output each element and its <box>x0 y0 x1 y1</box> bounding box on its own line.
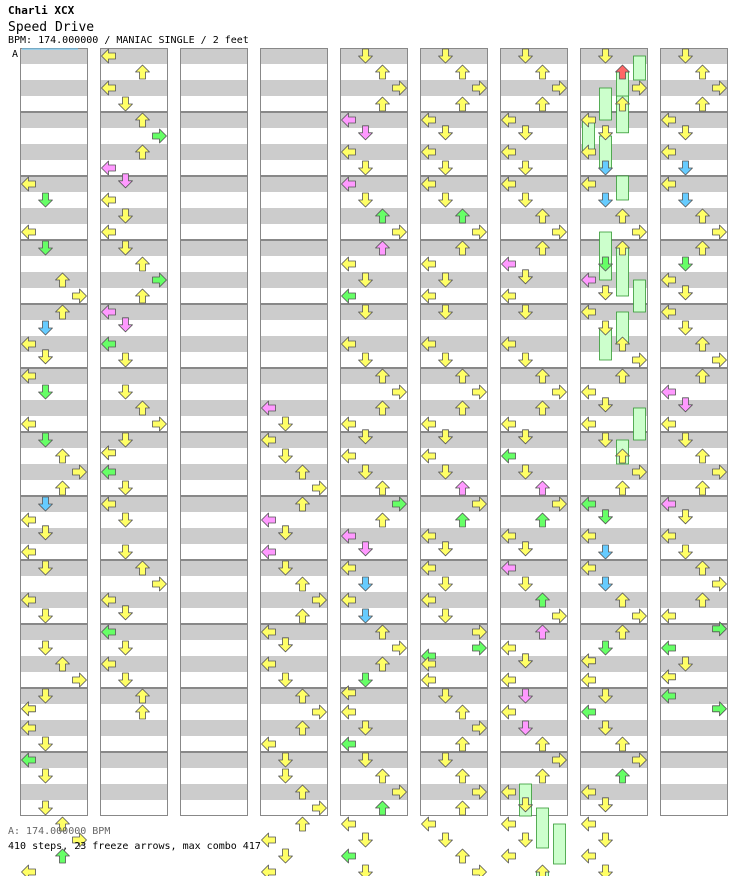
beat-stripe <box>180 48 248 64</box>
beat-stripe <box>660 48 728 64</box>
arrow-right-icon <box>473 865 487 876</box>
beat-stripe <box>580 592 648 608</box>
beat-stripe <box>660 720 728 736</box>
beat-stripe <box>340 624 408 640</box>
beat-stripe <box>260 112 328 128</box>
beat-stripe <box>420 304 488 320</box>
beat-stripe <box>260 784 328 800</box>
beat-stripe <box>20 624 88 640</box>
beat-stripe <box>340 464 408 480</box>
beat-stripe <box>100 112 168 128</box>
arrow-left-icon <box>262 833 276 847</box>
beat-stripe <box>340 272 408 288</box>
beat-stripe <box>340 720 408 736</box>
beat-stripe <box>20 272 88 288</box>
beat-stripe <box>100 176 168 192</box>
beat-stripe <box>100 560 168 576</box>
beat-stripe <box>420 48 488 64</box>
beat-stripe <box>180 240 248 256</box>
beat-stripe <box>500 464 568 480</box>
beat-stripe <box>660 560 728 576</box>
beat-stripe <box>260 240 328 256</box>
arrow-down-icon <box>439 833 453 847</box>
beat-stripe <box>420 272 488 288</box>
chart-column-2 <box>100 48 168 816</box>
chart-column-1 <box>20 48 88 816</box>
beat-stripe <box>20 400 88 416</box>
beat-stripe <box>500 400 568 416</box>
beat-stripe <box>340 656 408 672</box>
arrow-left-icon <box>342 817 356 831</box>
beat-stripe <box>420 400 488 416</box>
freeze-arrow-down <box>600 232 612 280</box>
bpm-footer: A: 174.000000 BPM <box>8 826 111 837</box>
beat-stripe <box>20 528 88 544</box>
arrow-down-icon <box>599 833 613 847</box>
chart-column-4 <box>260 48 328 816</box>
beat-stripe <box>20 48 88 64</box>
beat-stripe <box>260 560 328 576</box>
beat-stripe <box>180 112 248 128</box>
beat-stripe <box>180 784 248 800</box>
beat-stripe <box>100 688 168 704</box>
beat-stripe <box>20 304 88 320</box>
chart-column-7 <box>500 48 568 816</box>
beat-stripe <box>260 176 328 192</box>
beat-stripe <box>340 432 408 448</box>
beat-stripe <box>180 208 248 224</box>
arrow-down-icon <box>359 865 373 876</box>
beat-stripe <box>180 272 248 288</box>
beat-stripe <box>660 656 728 672</box>
beat-stripe <box>660 432 728 448</box>
beat-stripe <box>660 784 728 800</box>
beat-stripe <box>500 272 568 288</box>
beat-stripe <box>180 752 248 768</box>
beat-stripe <box>20 496 88 512</box>
beat-stripe <box>260 80 328 96</box>
beat-stripe <box>420 464 488 480</box>
beat-stripe <box>100 432 168 448</box>
beat-stripe <box>180 656 248 672</box>
freeze-arrow-up <box>537 808 549 848</box>
beat-stripe <box>100 528 168 544</box>
beat-stripe <box>660 400 728 416</box>
beat-stripe <box>260 208 328 224</box>
chart-column-9 <box>660 48 728 816</box>
arrow-left-icon <box>582 849 596 863</box>
stats-footer: 410 steps, 23 freeze arrows, max combo 417 <box>8 841 261 852</box>
section-marker: A <box>12 49 19 60</box>
arrow-left-icon <box>342 849 356 863</box>
beat-stripe <box>260 496 328 512</box>
beat-stripe <box>340 752 408 768</box>
freeze-arrow-right <box>634 280 646 312</box>
beat-stripe <box>420 688 488 704</box>
beat-stripe <box>20 688 88 704</box>
beat-stripe <box>260 752 328 768</box>
beat-stripe <box>500 240 568 256</box>
beat-stripe <box>100 144 168 160</box>
beat-stripe <box>500 656 568 672</box>
song-artist: Charli XCX <box>8 4 75 17</box>
chart-column-6 <box>420 48 488 816</box>
beat-stripe <box>420 208 488 224</box>
beat-stripe <box>180 176 248 192</box>
beat-stripe <box>660 208 728 224</box>
beat-stripe <box>180 304 248 320</box>
beat-stripe <box>340 304 408 320</box>
arrow-left-icon <box>422 817 436 831</box>
arrow-left-icon <box>262 865 276 876</box>
beat-stripe <box>20 656 88 672</box>
beat-stripe <box>180 688 248 704</box>
beat-stripe <box>20 144 88 160</box>
beat-stripe <box>580 336 648 352</box>
arrow-up-icon <box>296 817 310 831</box>
beat-stripe <box>20 208 88 224</box>
beat-stripe <box>260 368 328 384</box>
beat-stripe <box>20 432 88 448</box>
beat-stripe <box>500 208 568 224</box>
beat-stripe <box>180 336 248 352</box>
beat-stripe <box>260 304 328 320</box>
beat-stripe <box>420 240 488 256</box>
freeze-arrow-right <box>634 56 646 80</box>
beat-stripe <box>580 688 648 704</box>
beat-stripe <box>260 688 328 704</box>
beat-stripe <box>500 368 568 384</box>
beat-stripe <box>500 592 568 608</box>
chart-column-5 <box>340 48 408 816</box>
beat-stripe <box>340 48 408 64</box>
beat-stripe <box>20 784 88 800</box>
beat-stripe <box>260 272 328 288</box>
beat-stripe <box>580 368 648 384</box>
beat-stripe <box>580 208 648 224</box>
beat-stripe <box>180 368 248 384</box>
beat-stripe <box>660 592 728 608</box>
beat-stripe <box>180 144 248 160</box>
beat-stripe <box>340 240 408 256</box>
beat-stripe <box>260 720 328 736</box>
beat-stripe <box>260 528 328 544</box>
beat-stripe <box>20 560 88 576</box>
beat-stripe <box>100 240 168 256</box>
beat-stripe <box>100 784 168 800</box>
beat-stripe <box>180 464 248 480</box>
beat-stripe <box>500 304 568 320</box>
beat-stripe <box>180 592 248 608</box>
beat-stripe <box>260 144 328 160</box>
beat-stripe <box>660 368 728 384</box>
arrow-down-icon <box>519 833 533 847</box>
beat-stripe <box>20 80 88 96</box>
beat-stripe <box>260 336 328 352</box>
arrow-left-icon <box>502 817 516 831</box>
chart-info: BPM: 174.000000 / MANIAC SINGLE / 2 feet <box>8 35 249 46</box>
arrow-down-icon <box>359 833 373 847</box>
arrow-up-icon <box>456 849 470 863</box>
beat-stripe <box>180 560 248 576</box>
beat-stripe <box>180 720 248 736</box>
beat-stripe <box>580 240 648 256</box>
arrow-left-icon <box>22 865 36 876</box>
beat-stripe <box>660 240 728 256</box>
freeze-arrow-up <box>617 176 629 200</box>
beat-stripe <box>500 432 568 448</box>
beat-stripe <box>260 48 328 64</box>
chart-column-3 <box>180 48 248 816</box>
beat-stripe <box>180 496 248 512</box>
beat-stripe <box>340 368 408 384</box>
arrow-left-icon <box>582 817 596 831</box>
beat-stripe <box>420 432 488 448</box>
beat-stripe <box>100 720 168 736</box>
beat-stripe <box>500 48 568 64</box>
beat-stripe <box>420 368 488 384</box>
beat-stripe <box>500 688 568 704</box>
beat-stripe <box>180 80 248 96</box>
beat-stripe <box>180 400 248 416</box>
beat-stripe <box>340 400 408 416</box>
beat-stripe <box>100 400 168 416</box>
beat-stripe <box>260 464 328 480</box>
freeze-arrow-right <box>634 408 646 440</box>
beat-stripe <box>100 368 168 384</box>
beat-stripe <box>20 240 88 256</box>
beat-stripe <box>100 752 168 768</box>
beat-stripe <box>420 752 488 768</box>
beat-stripe <box>180 432 248 448</box>
beat-stripe <box>180 624 248 640</box>
arrow-left-icon <box>502 849 516 863</box>
beat-stripe <box>660 336 728 352</box>
beat-stripe <box>580 624 648 640</box>
beat-stripe <box>580 720 648 736</box>
beat-stripe <box>500 720 568 736</box>
song-title: Speed Drive <box>8 20 95 35</box>
beat-stripe <box>20 112 88 128</box>
freeze-arrow-down <box>600 88 612 120</box>
freeze-arrow-right <box>554 824 566 864</box>
beat-stripe <box>340 208 408 224</box>
beat-stripe <box>660 752 728 768</box>
beat-stripe <box>500 624 568 640</box>
beat-stripe <box>100 208 168 224</box>
arrow-down-icon <box>279 849 293 863</box>
beat-stripe <box>180 528 248 544</box>
arrow-down-icon <box>599 865 613 876</box>
